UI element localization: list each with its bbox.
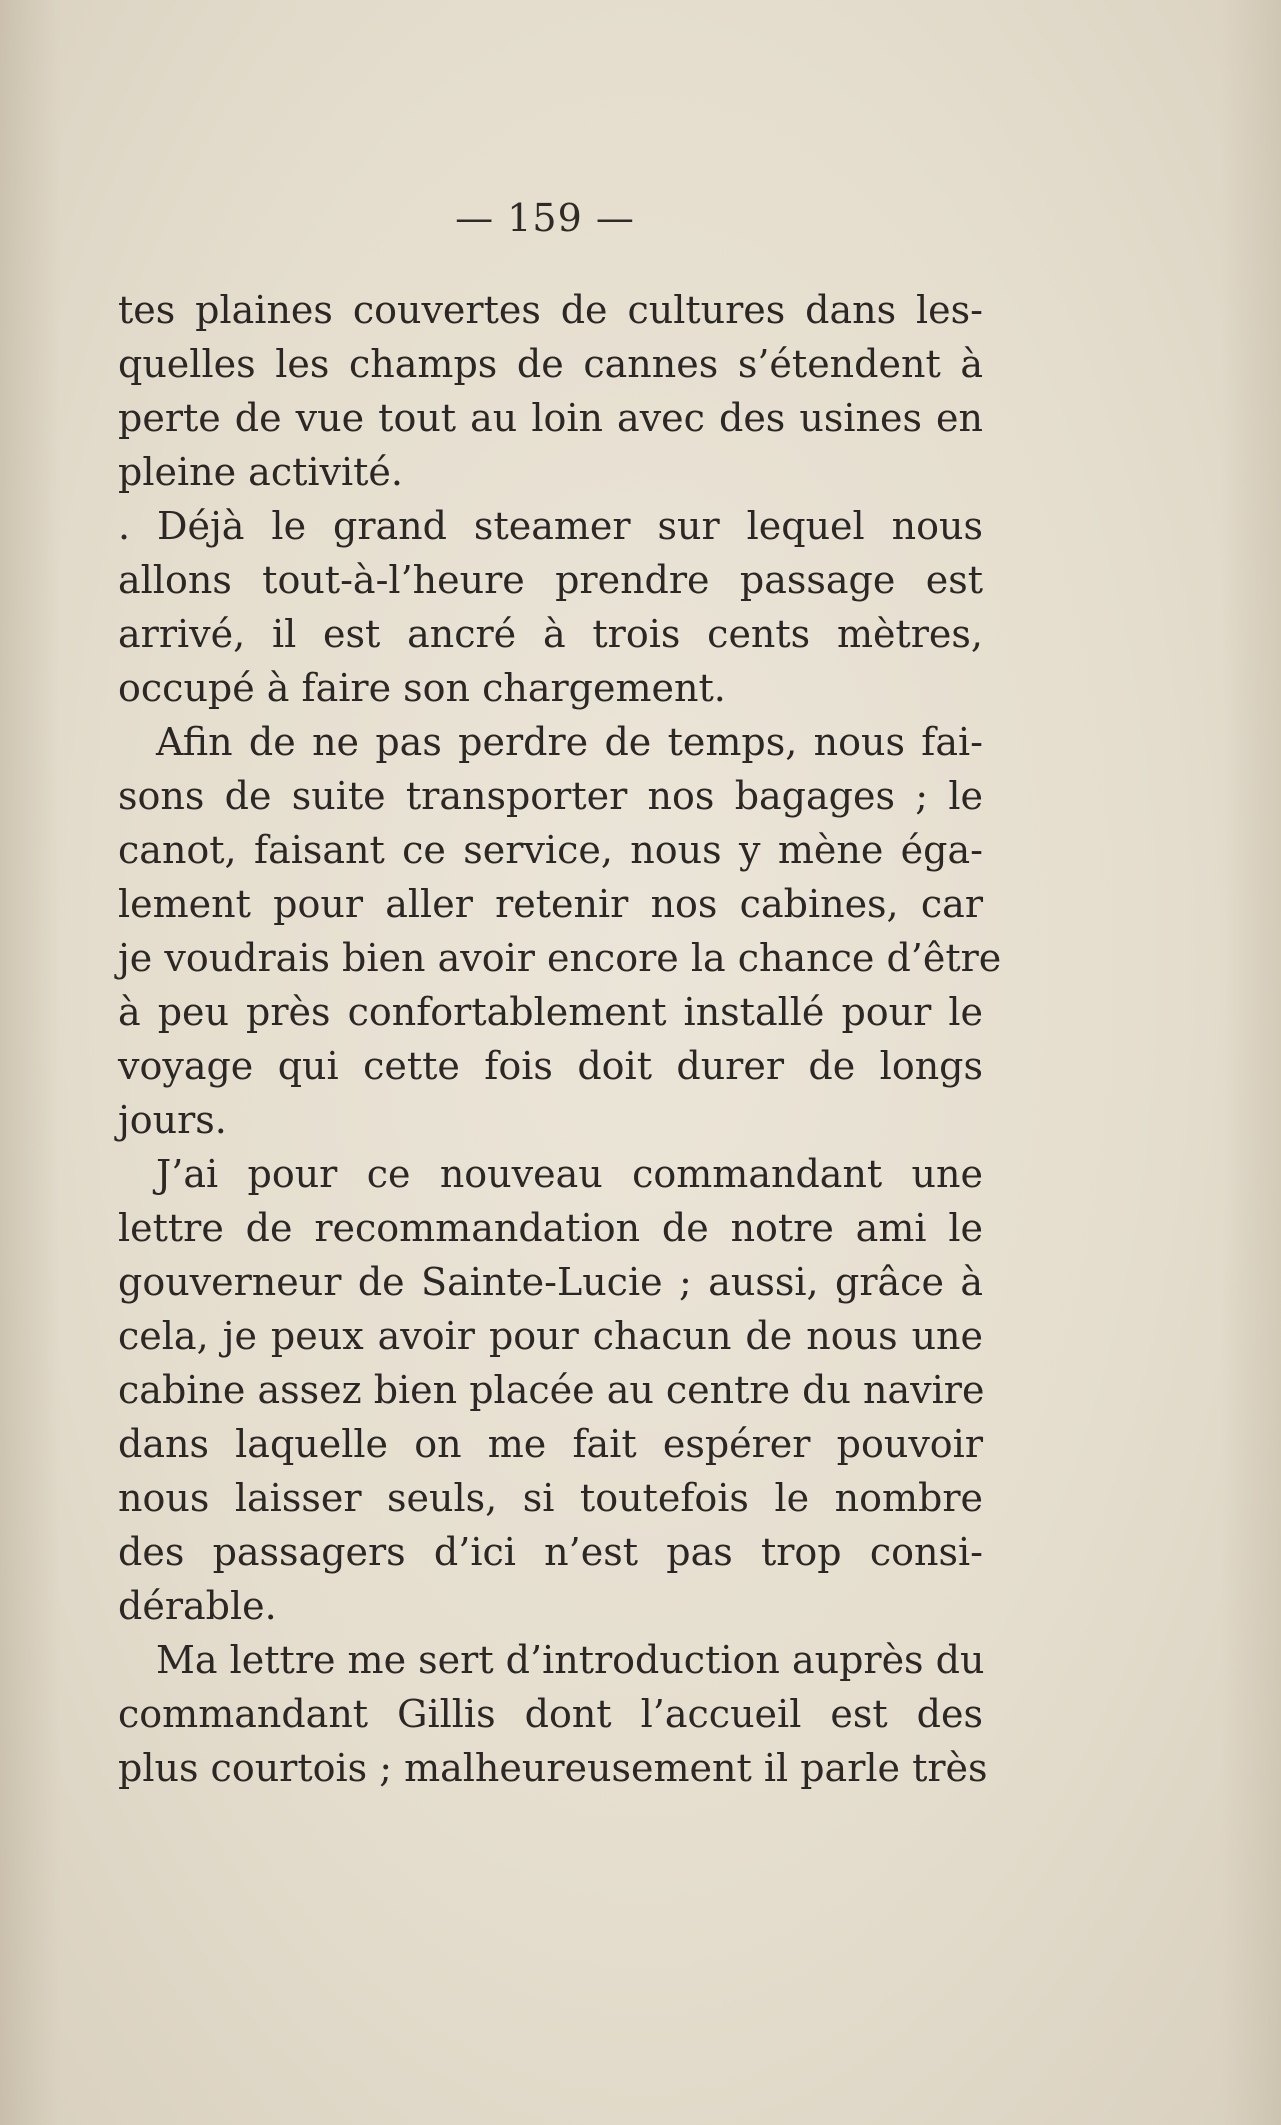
text-line: perte de vue tout au loin avec des usines en — [118, 396, 983, 440]
text-line: voyage qui cette fois doit durer de longs — [118, 1044, 983, 1088]
text-line: cela, je peux avoir pour chacun de nous une — [118, 1314, 983, 1358]
text-line: des passagers d’ici n’est pas trop consi- — [118, 1530, 983, 1574]
text-line: nous laisser seuls, si toutefois le nombre — [118, 1476, 983, 1520]
text-line: sons de suite transporter nos bagages ; le — [118, 774, 983, 818]
text-line: dérable. — [118, 1584, 277, 1628]
text-line: jours. — [118, 1098, 227, 1142]
text-line: gouverneur de Sainte-Lucie ; aussi, grâce à — [118, 1260, 983, 1304]
text-line: Afin de ne pas perdre de temps, nous fai- — [156, 720, 983, 764]
text-line: lettre de recommandation de notre ami le — [118, 1206, 983, 1250]
right-edge-shadow — [1221, 0, 1281, 2125]
text-line: à peu près confortablement installé pour le — [118, 990, 983, 1034]
text-line: allons tout-à-l’heure prendre passage est — [118, 558, 983, 602]
text-line: canot, faisant ce service, nous y mène éga- — [118, 828, 983, 872]
page-number: — 159 — — [455, 196, 635, 240]
text-line: occupé à faire son chargement. — [118, 666, 726, 710]
text-line: dans laquelle on me fait espérer pouvoir — [118, 1422, 983, 1466]
text-line: pleine activité. — [118, 450, 403, 494]
text-line: Ma lettre me sert d’introduction auprès du — [156, 1638, 985, 1682]
text-line: je voudrais bien avoir encore la chance d’être — [118, 936, 1002, 980]
text-line: commandant Gillis dont l’accueil est des — [118, 1692, 983, 1736]
body-text — [118, 283, 1002, 1795]
text-line: J’ai pour ce nouveau commandant une — [156, 1152, 983, 1196]
text-line: arrivé, il est ancré à trois cents mètres, — [118, 612, 983, 656]
text-line: lement pour aller retenir nos cabines, car — [118, 882, 983, 926]
text-line: cabine assez bien placée au centre du navire — [118, 1368, 985, 1412]
text-line: quelles les champs de cannes s’étendent à — [118, 342, 983, 386]
text-line: plus courtois ; malheureusement il parle très — [118, 1746, 988, 1790]
left-edge-shadow — [0, 0, 60, 2125]
text-line: tes plaines couvertes de cultures dans les- — [118, 288, 983, 332]
text-line: . Déjà le grand steamer sur lequel nous — [118, 504, 983, 548]
